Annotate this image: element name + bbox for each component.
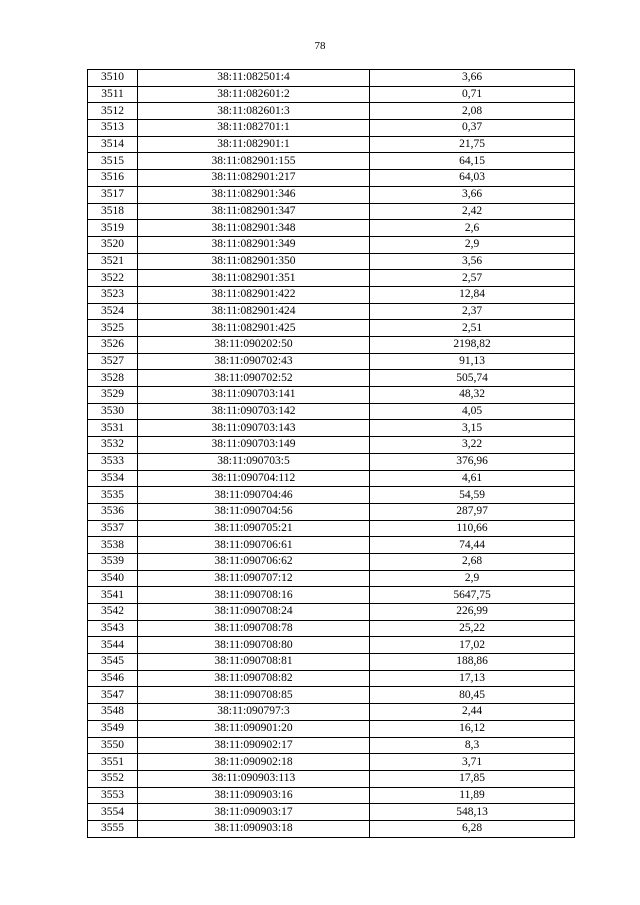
table-row: [88, 720, 575, 737]
area-value-cell: 6,28: [370, 820, 575, 837]
cadastral-number-cell: 38:11:090703:141: [138, 387, 370, 404]
area-value-cell: 110,66: [370, 520, 575, 537]
cadastral-number-cell: 38:11:082901:422: [138, 286, 370, 303]
table-row: [88, 220, 575, 237]
area-value-cell: 16,12: [370, 720, 575, 737]
table-row: [88, 637, 575, 654]
table-row: [88, 770, 575, 787]
cadastral-number-cell: 38:11:082901:348: [138, 220, 370, 237]
area-value-cell: 17,02: [370, 637, 575, 654]
table-row: [88, 820, 575, 837]
cadastral-number-cell: 38:11:090708:16: [138, 587, 370, 604]
cadastral-table: [87, 69, 575, 838]
cadastral-number-cell: 38:11:090708:80: [138, 637, 370, 654]
cadastral-number-cell: 38:11:090708:78: [138, 620, 370, 637]
table-row: [88, 654, 575, 671]
row-number-cell: 3544: [88, 637, 138, 654]
area-value-cell: 2,6: [370, 220, 575, 237]
area-value-cell: 548,13: [370, 804, 575, 821]
row-number-cell: 3535: [88, 487, 138, 504]
area-value-cell: 2,9: [370, 236, 575, 253]
row-number-cell: 3520: [88, 236, 138, 253]
area-value-cell: 48,32: [370, 387, 575, 404]
page-number: 78: [314, 40, 326, 52]
table-row: [88, 487, 575, 504]
area-value-cell: 2,68: [370, 553, 575, 570]
table-row: [88, 270, 575, 287]
row-number-cell: 3529: [88, 387, 138, 404]
area-value-cell: 3,66: [370, 186, 575, 203]
table-row: [88, 537, 575, 554]
row-number-cell: 3547: [88, 687, 138, 704]
cadastral-number-cell: 38:11:090704:112: [138, 470, 370, 487]
cadastral-number-cell: 38:11:090704:46: [138, 487, 370, 504]
cadastral-number-cell: 38:11:090903:16: [138, 787, 370, 804]
row-number-cell: 3530: [88, 403, 138, 420]
cadastral-number-cell: 38:11:090708:81: [138, 654, 370, 671]
cadastral-number-cell: 38:11:082901:1: [138, 136, 370, 153]
cadastral-number-cell: 38:11:082601:3: [138, 103, 370, 120]
area-value-cell: 0,37: [370, 120, 575, 137]
cadastral-number-cell: 38:11:082901:217: [138, 170, 370, 187]
area-value-cell: 5647,75: [370, 587, 575, 604]
table-row: [88, 136, 575, 153]
row-number-cell: 3516: [88, 170, 138, 187]
cadastral-number-cell: 38:11:090708:24: [138, 604, 370, 621]
cadastral-number-cell: 38:11:090903:17: [138, 804, 370, 821]
cadastral-number-cell: 38:11:090901:20: [138, 720, 370, 737]
table-row: [88, 687, 575, 704]
row-number-cell: 3548: [88, 704, 138, 721]
row-number-cell: 3531: [88, 420, 138, 437]
cadastral-number-cell: 38:11:090707:12: [138, 570, 370, 587]
area-value-cell: 64,03: [370, 170, 575, 187]
row-number-cell: 3540: [88, 570, 138, 587]
row-number-cell: 3521: [88, 253, 138, 270]
row-number-cell: 3519: [88, 220, 138, 237]
table-row: [88, 787, 575, 804]
area-value-cell: 54,59: [370, 487, 575, 504]
cadastral-number-cell: 38:11:082901:425: [138, 320, 370, 337]
cadastral-number-cell: 38:11:090702:52: [138, 370, 370, 387]
cadastral-number-cell: 38:11:090902:17: [138, 737, 370, 754]
cadastral-number-cell: 38:11:082901:351: [138, 270, 370, 287]
area-value-cell: 2,08: [370, 103, 575, 120]
row-number-cell: 3545: [88, 654, 138, 671]
table-row: [88, 303, 575, 320]
cadastral-number-cell: 38:11:090703:5: [138, 453, 370, 470]
table-row: [88, 403, 575, 420]
cadastral-number-cell: 38:11:090903:18: [138, 820, 370, 837]
area-value-cell: 17,85: [370, 770, 575, 787]
table-row: [88, 320, 575, 337]
area-value-cell: 21,75: [370, 136, 575, 153]
row-number-cell: 3542: [88, 604, 138, 621]
area-value-cell: 3,22: [370, 437, 575, 454]
row-number-cell: 3555: [88, 820, 138, 837]
table-row: [88, 553, 575, 570]
area-value-cell: 64,15: [370, 153, 575, 170]
cadastral-number-cell: 38:11:090708:82: [138, 670, 370, 687]
row-number-cell: 3522: [88, 270, 138, 287]
cadastral-number-cell: 38:11:082501:4: [138, 70, 370, 87]
area-value-cell: 0,71: [370, 86, 575, 103]
table-row: [88, 737, 575, 754]
area-value-cell: 287,97: [370, 503, 575, 520]
cadastral-number-cell: 38:11:090708:85: [138, 687, 370, 704]
row-number-cell: 3524: [88, 303, 138, 320]
area-value-cell: 3,56: [370, 253, 575, 270]
cadastral-number-cell: 38:11:090703:149: [138, 437, 370, 454]
row-number-cell: 3546: [88, 670, 138, 687]
cadastral-number-cell: 38:11:090706:62: [138, 553, 370, 570]
row-number-cell: 3533: [88, 453, 138, 470]
cadastral-number-cell: 38:11:090703:142: [138, 403, 370, 420]
row-number-cell: 3553: [88, 787, 138, 804]
row-number-cell: 3515: [88, 153, 138, 170]
row-number-cell: 3543: [88, 620, 138, 637]
cadastral-number-cell: 38:11:082701:1: [138, 120, 370, 137]
row-number-cell: 3523: [88, 286, 138, 303]
row-number-cell: 3526: [88, 337, 138, 354]
area-value-cell: 3,15: [370, 420, 575, 437]
table-row: [88, 70, 575, 87]
area-value-cell: 74,44: [370, 537, 575, 554]
table-body: [88, 70, 575, 838]
table-row: [88, 120, 575, 137]
row-number-cell: 3511: [88, 86, 138, 103]
row-number-cell: 3538: [88, 537, 138, 554]
area-value-cell: 4,05: [370, 403, 575, 420]
area-value-cell: 17,13: [370, 670, 575, 687]
table-row: [88, 86, 575, 103]
table-row: [88, 420, 575, 437]
area-value-cell: 12,84: [370, 286, 575, 303]
table-row: [88, 754, 575, 771]
cadastral-number-cell: 38:11:082901:346: [138, 186, 370, 203]
area-value-cell: 3,71: [370, 754, 575, 771]
area-value-cell: 2,9: [370, 570, 575, 587]
cadastral-number-cell: 38:11:082901:347: [138, 203, 370, 220]
area-value-cell: 2,42: [370, 203, 575, 220]
table-row: [88, 286, 575, 303]
cadastral-number-cell: 38:11:090706:61: [138, 537, 370, 554]
area-value-cell: 2,51: [370, 320, 575, 337]
area-value-cell: 2,57: [370, 270, 575, 287]
area-value-cell: 188,86: [370, 654, 575, 671]
area-value-cell: 3,66: [370, 70, 575, 87]
row-number-cell: 3517: [88, 186, 138, 203]
table-row: [88, 453, 575, 470]
table-row: [88, 570, 575, 587]
table-row: [88, 604, 575, 621]
table-row: [88, 170, 575, 187]
table-row: [88, 203, 575, 220]
row-number-cell: 3552: [88, 770, 138, 787]
row-number-cell: 3528: [88, 370, 138, 387]
area-value-cell: 376,96: [370, 453, 575, 470]
cadastral-number-cell: 38:11:082601:2: [138, 86, 370, 103]
area-value-cell: 8,3: [370, 737, 575, 754]
table-row: [88, 620, 575, 637]
row-number-cell: 3532: [88, 437, 138, 454]
table-row: [88, 387, 575, 404]
area-value-cell: 2,44: [370, 704, 575, 721]
table-row: [88, 236, 575, 253]
row-number-cell: 3525: [88, 320, 138, 337]
row-number-cell: 3510: [88, 70, 138, 87]
table-row: [88, 520, 575, 537]
area-value-cell: 2,37: [370, 303, 575, 320]
row-number-cell: 3527: [88, 353, 138, 370]
table-row: [88, 704, 575, 721]
cadastral-number-cell: 38:11:082901:349: [138, 236, 370, 253]
table-row: [88, 437, 575, 454]
table-row: [88, 337, 575, 354]
area-value-cell: 11,89: [370, 787, 575, 804]
cadastral-number-cell: 38:11:090797:3: [138, 704, 370, 721]
cadastral-number-cell: 38:11:082901:155: [138, 153, 370, 170]
area-value-cell: 25,22: [370, 620, 575, 637]
area-value-cell: 505,74: [370, 370, 575, 387]
row-number-cell: 3536: [88, 503, 138, 520]
cadastral-number-cell: 38:11:090705:21: [138, 520, 370, 537]
table-row: [88, 804, 575, 821]
cadastral-number-cell: 38:11:090903:113: [138, 770, 370, 787]
cadastral-number-cell: 38:11:090902:18: [138, 754, 370, 771]
table-row: [88, 103, 575, 120]
row-number-cell: 3537: [88, 520, 138, 537]
row-number-cell: 3554: [88, 804, 138, 821]
table-row: [88, 353, 575, 370]
table-row: [88, 370, 575, 387]
row-number-cell: 3549: [88, 720, 138, 737]
row-number-cell: 3539: [88, 553, 138, 570]
row-number-cell: 3550: [88, 737, 138, 754]
area-value-cell: 2198,82: [370, 337, 575, 354]
table-row: [88, 670, 575, 687]
table-row: [88, 186, 575, 203]
table-row: [88, 470, 575, 487]
row-number-cell: 3518: [88, 203, 138, 220]
area-value-cell: 4,61: [370, 470, 575, 487]
row-number-cell: 3512: [88, 103, 138, 120]
table-row: [88, 253, 575, 270]
cadastral-number-cell: 38:11:082901:424: [138, 303, 370, 320]
row-number-cell: 3541: [88, 587, 138, 604]
area-value-cell: 80,45: [370, 687, 575, 704]
cadastral-number-cell: 38:11:090702:43: [138, 353, 370, 370]
row-number-cell: 3534: [88, 470, 138, 487]
cadastral-number-cell: 38:11:082901:350: [138, 253, 370, 270]
area-value-cell: 91,13: [370, 353, 575, 370]
cadastral-number-cell: 38:11:090703:143: [138, 420, 370, 437]
cadastral-number-cell: 38:11:090202:50: [138, 337, 370, 354]
area-value-cell: 226,99: [370, 604, 575, 621]
row-number-cell: 3513: [88, 120, 138, 137]
table-row: [88, 153, 575, 170]
row-number-cell: 3514: [88, 136, 138, 153]
row-number-cell: 3551: [88, 754, 138, 771]
table-row: [88, 503, 575, 520]
cadastral-number-cell: 38:11:090704:56: [138, 503, 370, 520]
table-row: [88, 587, 575, 604]
